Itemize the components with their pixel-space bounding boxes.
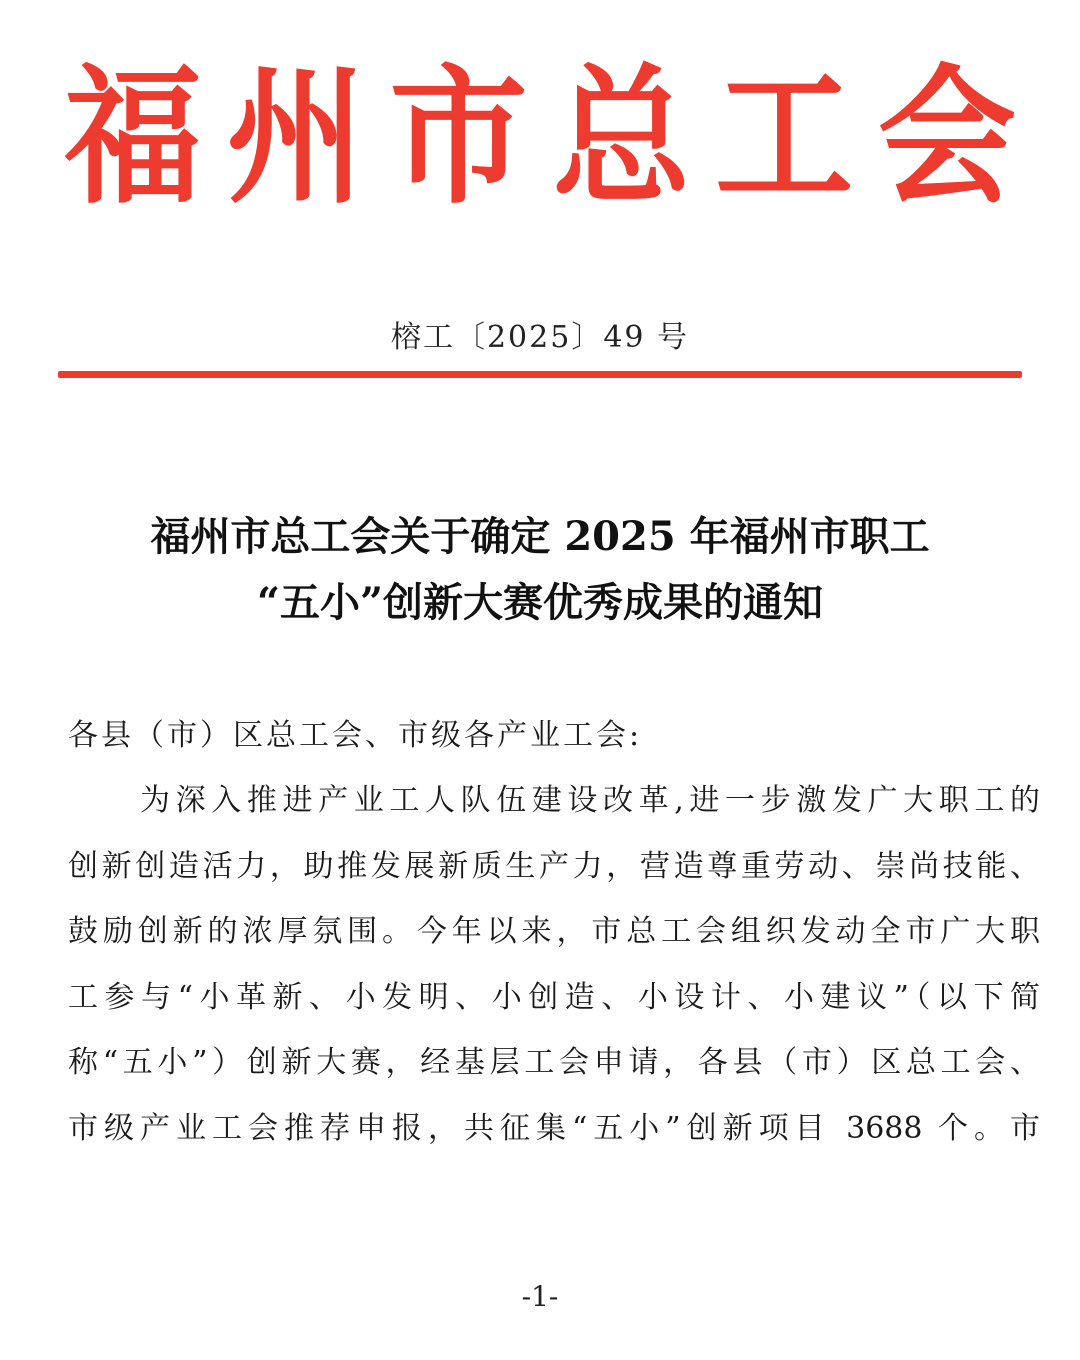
document-number: 榕工〔2025〕49 号 bbox=[390, 320, 690, 355]
page-number: -1- bbox=[521, 1280, 559, 1313]
title-line-2: “五小”创新大赛优秀成果的通知 bbox=[256, 579, 823, 626]
body-line: 工参与“小革新、小发明、小创造、小设计、小建议”（以下简 bbox=[68, 979, 1040, 1015]
masthead bbox=[58, 48, 1022, 225]
masthead-char: 总 bbox=[552, 48, 691, 225]
masthead-char: 工 bbox=[715, 48, 854, 225]
red-divider-rule bbox=[58, 371, 1022, 378]
body-paragraph bbox=[68, 768, 1040, 1161]
body-line: 创新创造活力，助推发展新质生产力，营造尊重劳动、崇尚技能、 bbox=[68, 848, 1040, 884]
masthead-char: 福 bbox=[63, 48, 202, 225]
title-line-1: 福州市总工会关于确定 2025 年福州市职工 bbox=[150, 513, 930, 560]
body-line: 为深入推进产业工人队伍建设改革,进一步激发广大职工的 bbox=[140, 783, 1040, 818]
body-line: 称“五小”）创新大赛，经基层工会申请，各县（市）区总工会、 bbox=[68, 1045, 1040, 1080]
masthead-char: 会 bbox=[877, 48, 1016, 225]
masthead-char: 州 bbox=[226, 48, 365, 225]
document-title bbox=[40, 504, 1040, 636]
body-line: 市级产业工会推荐申报，共征集“五小”创新项目 3688 个。市 bbox=[68, 1110, 1040, 1146]
salutation: 各县（市）区总工会、市级各产业工会: bbox=[68, 718, 643, 753]
masthead-char: 市 bbox=[389, 48, 528, 225]
body-line: 鼓励创新的浓厚氛围。今年以来，市总工会组织发动全市广大职 bbox=[68, 914, 1040, 949]
